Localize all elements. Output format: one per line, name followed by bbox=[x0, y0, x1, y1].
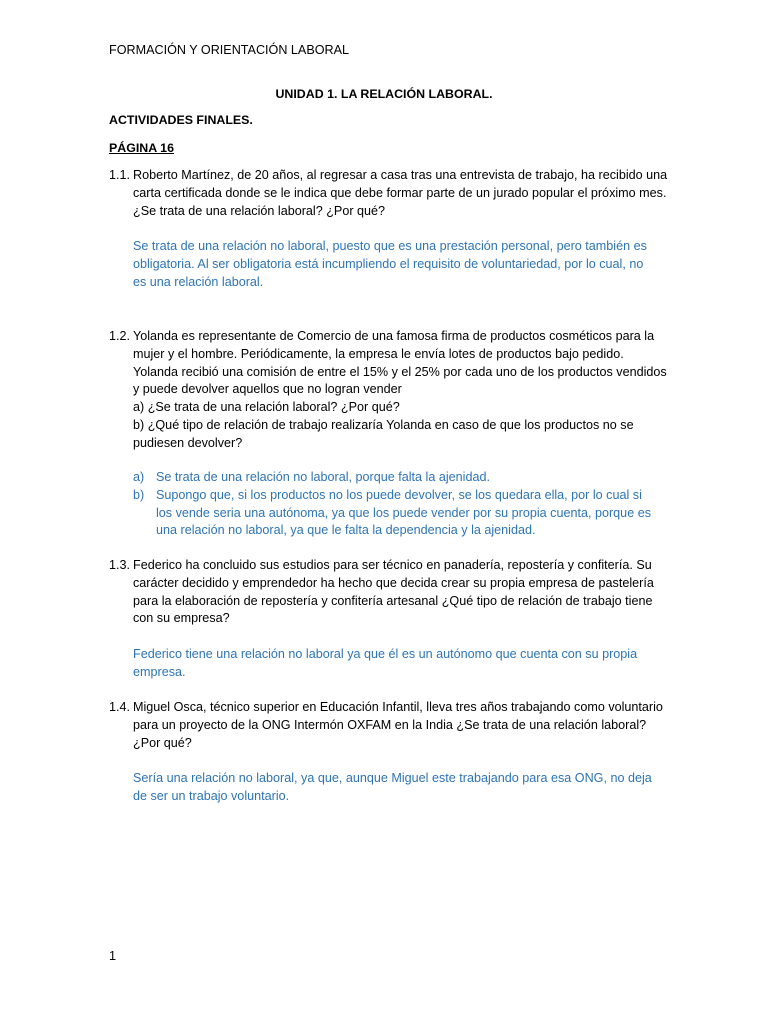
unit-title bbox=[0, 87, 768, 101]
answer-1-2 bbox=[133, 469, 658, 540]
answer-1-3: Federico tiene una relación no laboral ya que él es un autónomo que cuenta con su propia empresa. bbox=[133, 647, 638, 679]
question-sub-a: a) ¿Se trata de una relación laboral? ¿Por qué? bbox=[133, 400, 400, 415]
question-number: 1.4. bbox=[109, 700, 131, 714]
page-number: 1 bbox=[109, 949, 117, 963]
answer-item-label: a) bbox=[133, 470, 145, 484]
question-number: 1.2. bbox=[109, 329, 131, 343]
question-1-4 bbox=[109, 699, 669, 752]
answer-item-label: b) bbox=[133, 487, 145, 502]
question-number: 1.3. bbox=[109, 558, 131, 572]
question-1-1 bbox=[109, 167, 669, 220]
answer-item-text: Se trata de una relación no laboral, porque falta la ajenidad. bbox=[156, 470, 490, 484]
page-label: PÁGINA 16 bbox=[109, 141, 174, 155]
page-header: FORMACIÓN Y ORIENTACIÓN LABORAL bbox=[109, 43, 350, 57]
question-1-3 bbox=[109, 557, 669, 628]
answer-item-b bbox=[133, 487, 658, 540]
section-heading: ACTIVIDADES FINALES. bbox=[109, 113, 253, 127]
question-text: Roberto Martínez, de 20 años, al regresar a casa tras una entrevista de trabajo, ha recibido una carta certificada donde se le indica que debe formar parte de un jurado popular el próximo mes. ¿Se trata de una relación laboral? ¿Por qué? bbox=[133, 168, 668, 218]
answer-item-text: Supongo que, si los productos no los puede devolver, se los quedara ella, por lo cual si los vende seria una autónoma, ya que los puede vender por su propia cuenta, porque es una relación no laboral, ya que le falta la dependencia y la ajenidad. bbox=[156, 487, 651, 538]
question-1-2 bbox=[109, 328, 669, 453]
question-sub-b: b) ¿Qué tipo de relación de trabajo realizaría Yolanda en caso de que los productos no se pudiesen devolver? bbox=[133, 417, 634, 450]
answer-item-a bbox=[133, 469, 658, 487]
question-text: Miguel Osca, técnico superior en Educación Infantil, lleva tres años trabajando como voluntario para un proyecto de la ONG Intermón OXFAM en la India ¿Se trata de una relación laboral? ¿Por qué? bbox=[133, 700, 663, 750]
unit-title-text: UNIDAD 1. LA RELACIÓN LABORAL. bbox=[275, 87, 493, 101]
question-number: 1.1. bbox=[109, 168, 131, 182]
question-text: Yolanda es representante de Comercio de una famosa firma de productos cosméticos para la mujer y el hombre. Periódicamente, la empresa le envía lotes de productos bajo pedido. Yolanda recibió una comisión de entre el 15% y el 25% por cada uno de los productos vendidos y puede devolver aquellos que no logran vender bbox=[133, 329, 667, 397]
question-text: Federico ha concluido sus estudios para ser técnico en panadería, repostería y confitería. Su carácter decidido y emprendedor ha hecho que decida crear su propia empresa de pastelería para la elaboración de repostería y confitería artesanal ¿Qué tipo de relación de trabajo tiene con su empresa? bbox=[133, 558, 654, 626]
answer-1-1: Se trata de una relación no laboral, puesto que es una prestación personal, pero también es obligatoria. Al ser obligatoria está incumpliendo el requisito de voluntariedad, por lo cual, no es una relación laboral. bbox=[133, 239, 647, 289]
answer-1-4: Sería una relación no laboral, ya que, aunque Miguel este trabajando para esa ONG, no deja de ser un trabajo voluntario. bbox=[133, 771, 652, 803]
